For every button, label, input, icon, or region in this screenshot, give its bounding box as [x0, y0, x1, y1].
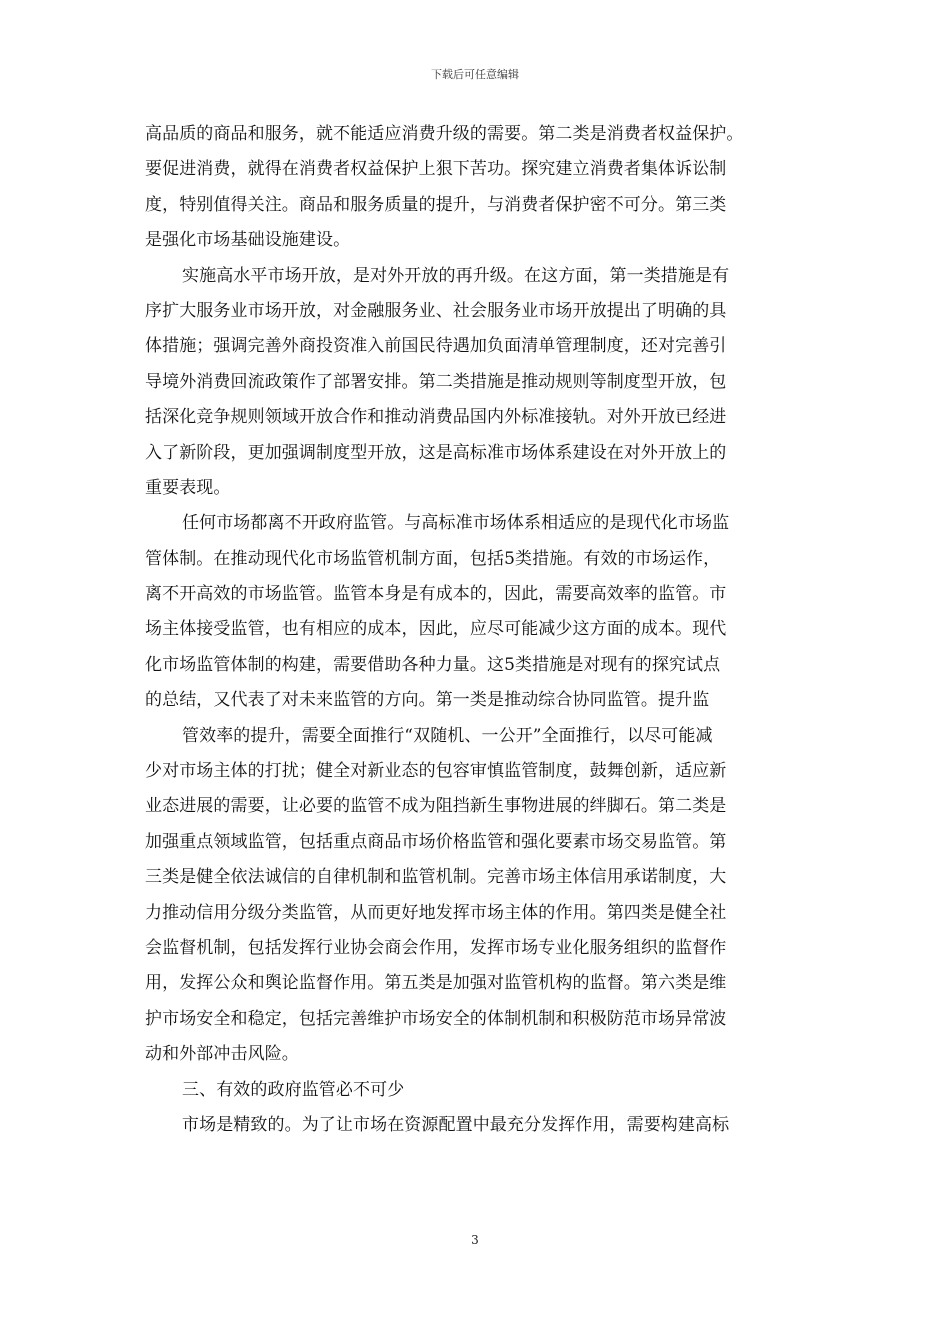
text-line: 管效率的提升，需要全面推行“双随机、一公开”全面推行，以尽可能减 [182, 725, 713, 746]
text-line: 括深化竞争规则领域开放合作和推动消费品国内外标准接轨。对外开放已经进 [145, 407, 727, 428]
text-line: 会监督机制，包括发挥行业协会商会作用，发挥市场专业化服务组织的监督作 [145, 937, 727, 958]
text-line: 的总结，又代表了对未来监管的方向。第一类是推动综合协同监管。提升监 [145, 690, 710, 711]
text-line: 重要表现。 [145, 477, 231, 498]
text-line: 护市场安全和稳定，包括完善维护市场安全的体制机制和积极防范市场异常波 [145, 1008, 727, 1029]
text-line: 入了新阶段，更加强调制度型开放，这是高标准市场体系建设在对外开放上的 [145, 442, 727, 463]
text-line: 化市场监管体制的构建，需要借助各种力量。这5类措施是对现有的探究试点 [145, 654, 721, 675]
text-line: 高品质的商品和服务，就不能适应消费升级的需要。第二类是消费者权益保护。 [145, 124, 744, 144]
text-line: 体措施；强调完善外商投资准入前国民待遇加负面清单管理制度，还对完善引 [145, 336, 727, 357]
text-line: 动和外部冲击风险。 [145, 1044, 299, 1065]
page-header: 下载后可任意编辑 [431, 68, 519, 81]
text-line: 实施高水平市场开放，是对外开放的再升级。在这方面，第一类措施是有 [182, 265, 730, 286]
text-line: 加强重点领域监管，包括重点商品市场价格监管和强化要素市场交易监管。第 [145, 831, 727, 852]
text-line: 是强化市场基础设施建设。 [145, 230, 351, 251]
text-line: 导境外消费回流政策作了部署安排。第二类措施是推动规则等制度型开放，包 [145, 371, 727, 392]
text-line: 要促进消费，就得在消费者权益保护上狠下苦功。探究建立消费者集体诉讼制 [145, 159, 727, 180]
text-line: 用，发挥公众和舆论监督作用。第五类是加强对监管机构的监督。第六类是维 [145, 973, 727, 994]
text-line: 管体制。在推动现代化市场监管机制方面，包括5类措施。有效的市场运作， [145, 548, 721, 569]
text-line: 任何市场都离不开政府监管。与高标准市场体系相适应的是现代化市场监 [182, 513, 730, 534]
page-number: 3 [471, 1233, 479, 1247]
text-line: 力推动信用分级分类监管，从而更好地发挥市场主体的作用。第四类是健全社 [145, 902, 727, 923]
text-line: 度，特别值得关注。商品和服务质量的提升，与消费者保护密不可分。第三类 [145, 194, 727, 215]
text-line: 序扩大服务业市场开放，对金融服务业、社会服务业市场开放提出了明确的具 [145, 300, 727, 321]
text-line: 业态进展的需要，让必要的监管不成为阻挡新生事物进展的绊脚石。第二类是 [145, 796, 727, 817]
text-line: 三、有效的政府监管必不可少 [182, 1079, 405, 1100]
text-line: 少对市场主体的打扰；健全对新业态的包容审慎监管制度，鼓舞创新，适应新 [145, 761, 727, 782]
text-line: 场主体接受监管，也有相应的成本，因此，应尽可能减少这方面的成本。现代 [145, 619, 727, 640]
document-body [145, 117, 810, 1143]
text-line: 市场是精致的。为了让市场在资源配置中最充分发挥作用，需要构建高标 [182, 1114, 730, 1135]
text-line: 三类是健全依法诚信的自律机制和监管机制。完善市场主体信用承诺制度，大 [145, 867, 727, 888]
text-line: 离不开高效的市场监管。监管本身是有成本的，因此，需要高效率的监管。市 [145, 584, 727, 605]
